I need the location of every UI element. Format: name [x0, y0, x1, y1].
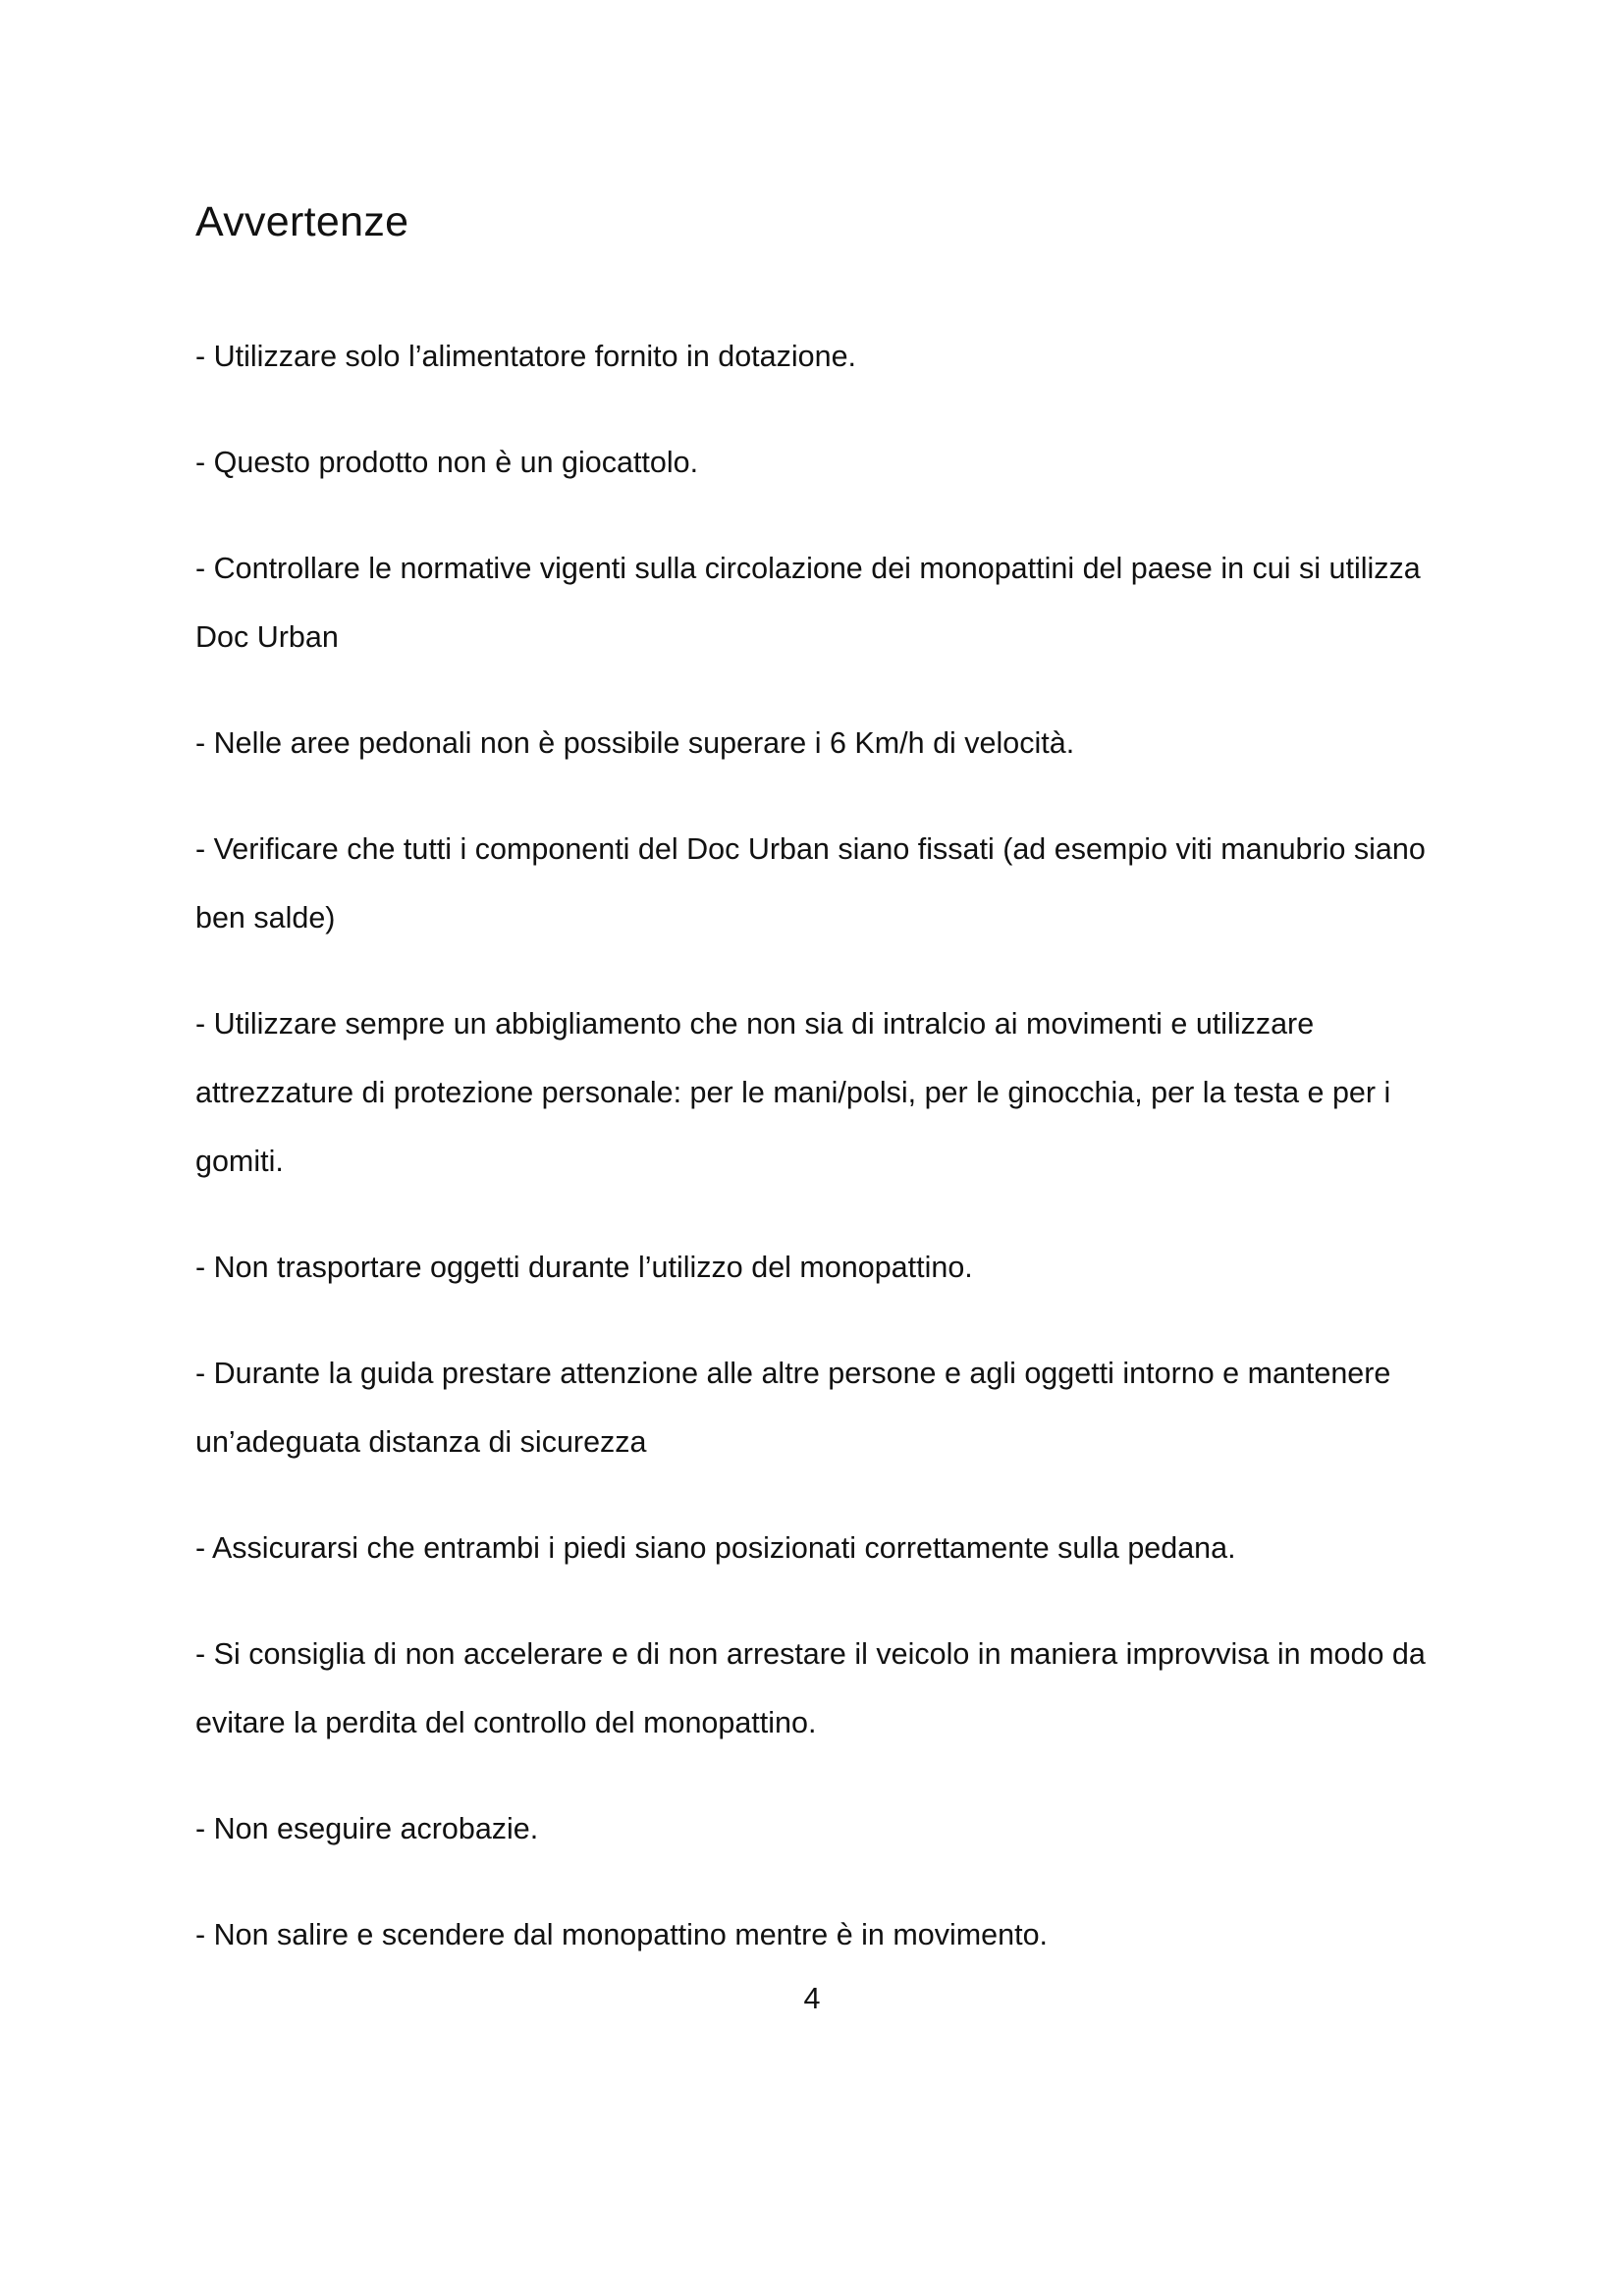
warning-item: - Non eseguire acrobazie. — [195, 1812, 539, 1845]
page-title: Avvertenze — [195, 198, 409, 245]
warning-item: - Nelle aree pedonali non è possibile superare i 6 Km/h di velocità. — [195, 726, 1075, 760]
warning-item: - Controllare le normative vigenti sulla circolazione dei monopattini del paese in cui si utilizza Doc Urban — [195, 552, 1421, 654]
warning-item: - Si consiglia di non accelerare e di non arrestare il veicolo in maniera improvvisa in modo da evitare la perdita del controllo del monopattino. — [195, 1637, 1426, 1739]
page-number: 4 — [803, 1982, 821, 2015]
warning-item: - Durante la guida prestare attenzione alle altre persone e agli oggetti intorno e mantenere un’adeguata distanza di sicurezza — [195, 1357, 1391, 1459]
warning-item: - Verificare che tutti i componenti del Doc Urban siano fissati (ad esempio viti manubrio siano ben salde) — [195, 832, 1426, 934]
warning-item: - Questo prodotto non è un giocattolo. — [195, 446, 699, 479]
warning-item: - Non salire e scendere dal monopattino mentre è in movimento. — [195, 1918, 1048, 1951]
warning-item: - Non trasportare oggetti durante l’utilizzo del monopattino. — [195, 1251, 973, 1284]
warning-item: - Utilizzare solo l’alimentatore fornito in dotazione. — [195, 340, 857, 373]
warnings-list — [195, 322, 1442, 2006]
warning-item: - Assicurarsi che entrambi i piedi siano posizionati correttamente sulla pedana. — [195, 1531, 1236, 1565]
warning-item: - Utilizzare sempre un abbigliamento che non sia di intralcio ai movimenti e utilizzare attrezzature di protezione personale: per le mani/polsi, per le ginocchia, per la testa e per i gomiti. — [195, 1007, 1391, 1178]
